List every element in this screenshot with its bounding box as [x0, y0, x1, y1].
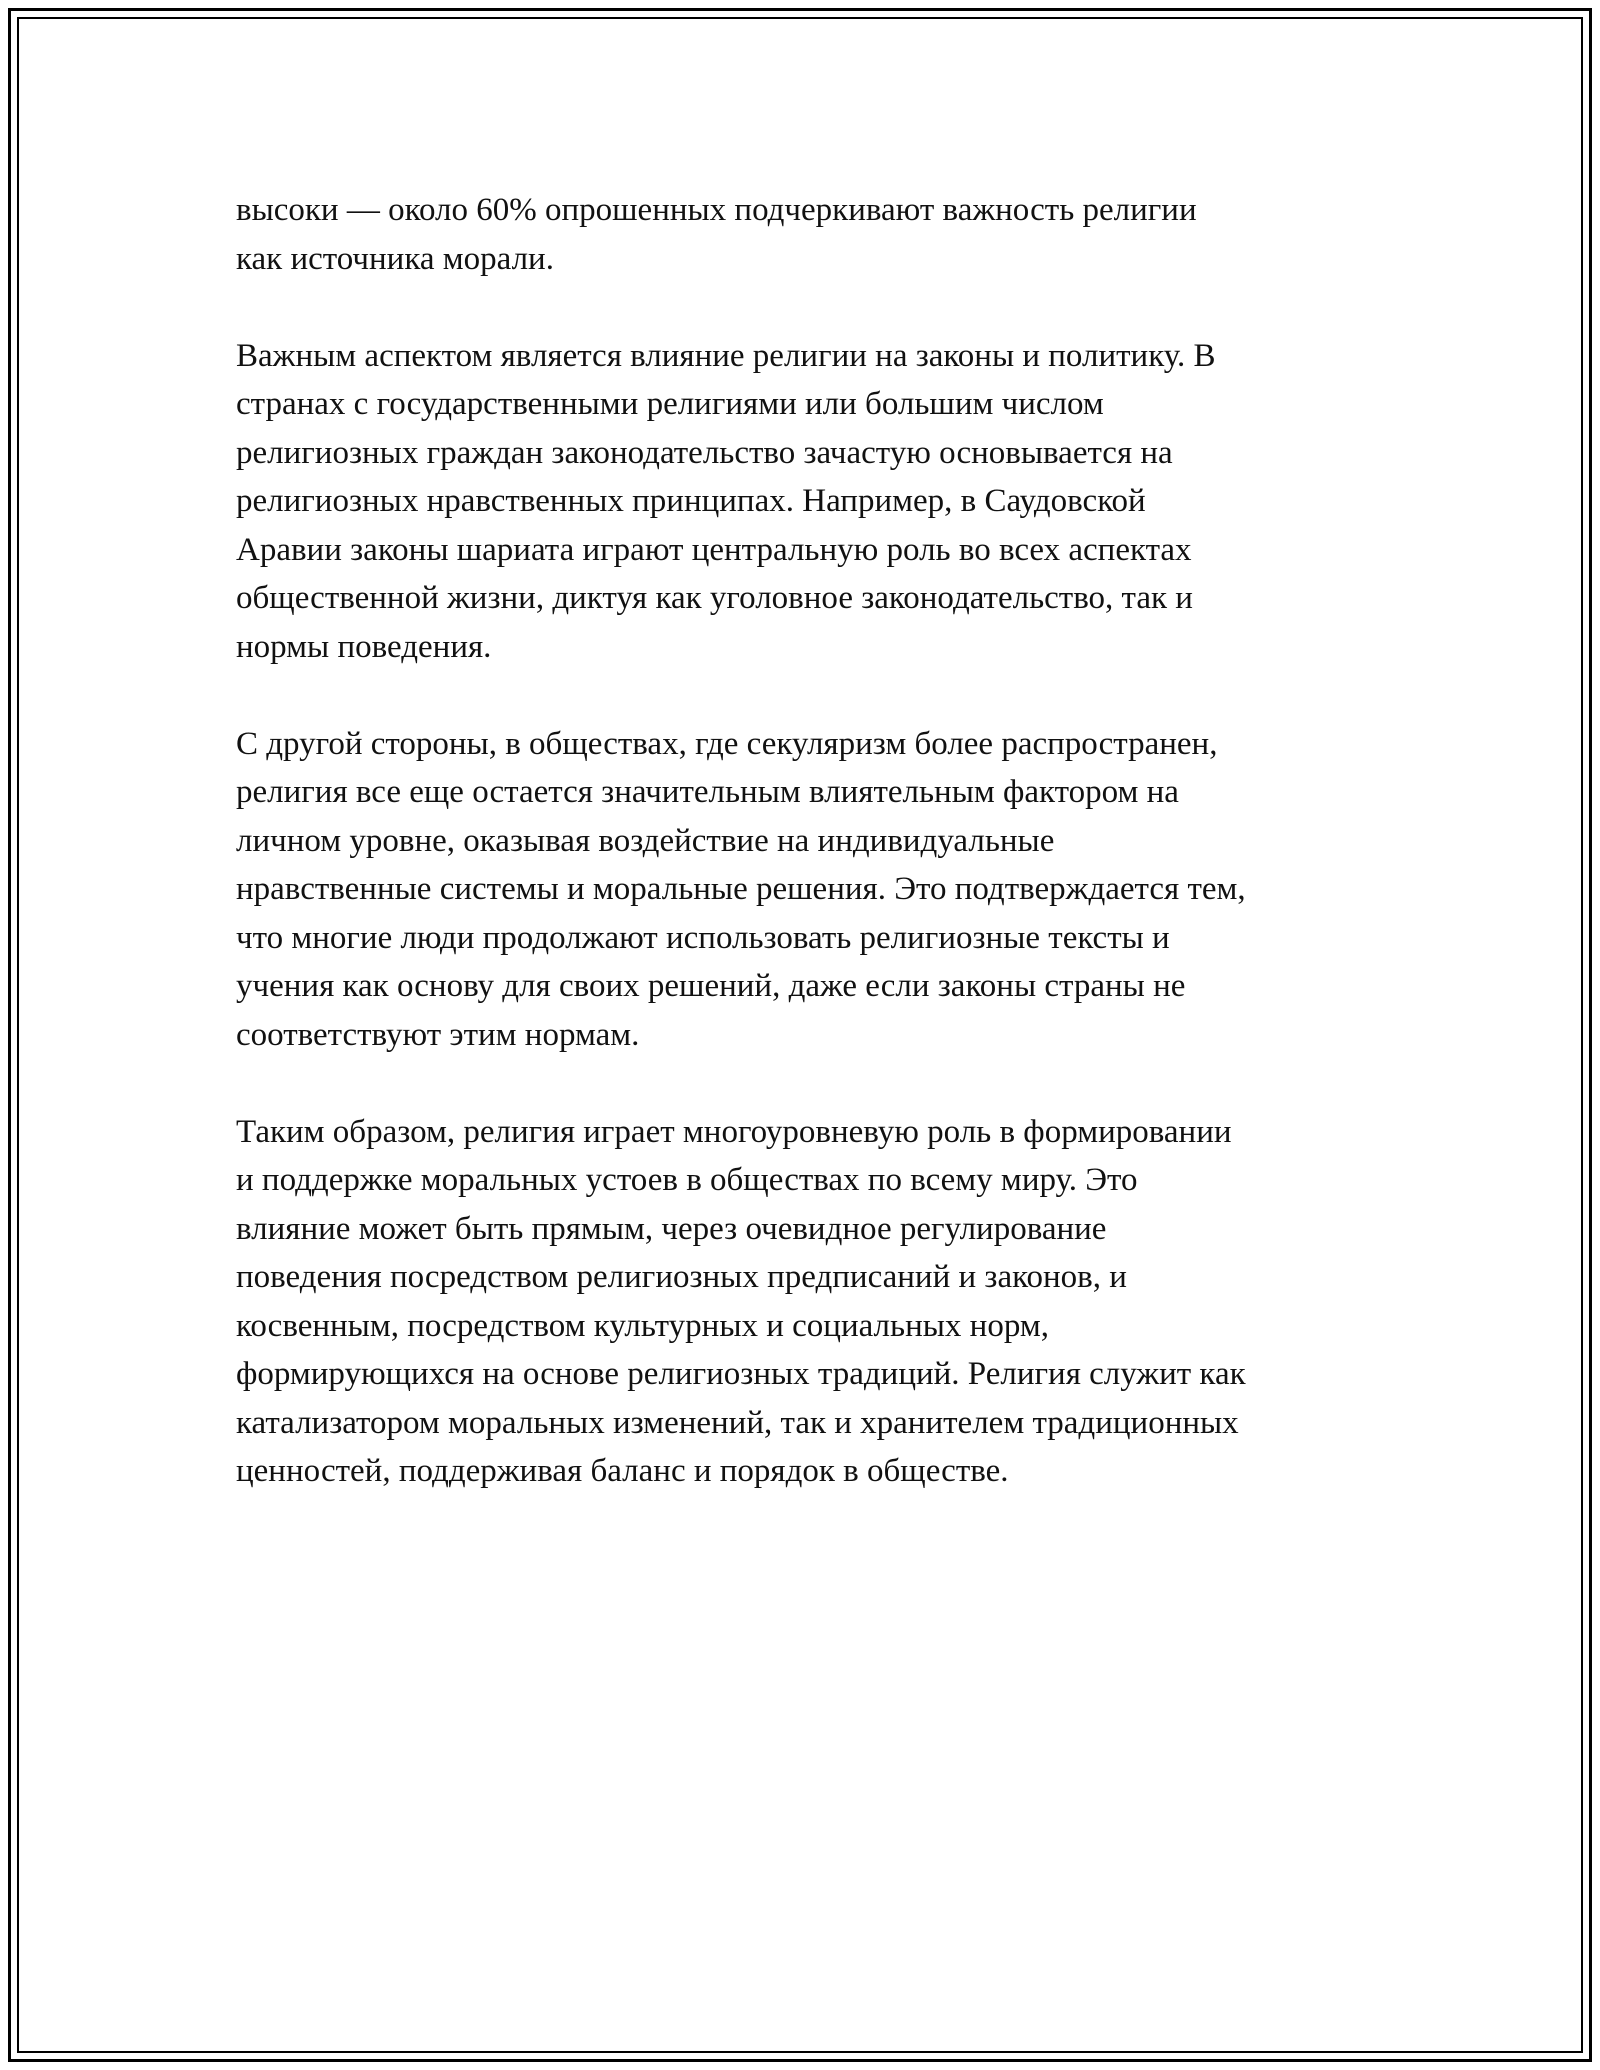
paragraph — [236, 186, 1371, 283]
text-line: как источника морали. — [236, 240, 554, 277]
paragraph — [236, 720, 1371, 1060]
text-line: поведения посредством религиозных предписаний и законов, и — [236, 1259, 1127, 1295]
text-line: странах с государственными религиями или большим числом — [236, 386, 1104, 422]
document-body — [236, 186, 1371, 1544]
paragraph — [236, 332, 1371, 672]
text-line: учения как основу для своих решений, даже если законы страны не — [236, 968, 1186, 1004]
text-line: Важным аспектом является влияние религии на законы и политику. В — [236, 337, 1216, 374]
text-line: косвенным, посредством культурных и социальных норм, — [236, 1307, 1049, 1344]
paragraph — [236, 1108, 1371, 1496]
text-line: влияние может быть прямым, через очевидное регулирование — [236, 1210, 1107, 1247]
text-line: катализатором моральных изменений, так и хранителем традиционных — [236, 1404, 1239, 1441]
text-line: нравственные системы и моральные решения. Это подтверждается тем, — [236, 871, 1246, 907]
text-line: высоки — около 60% опрошенных подчеркивают важность религии — [236, 192, 1197, 228]
text-line: формирующихся на основе религиозных традиций. Религия служит как — [236, 1356, 1246, 1392]
text-line: Таким образом, религия играет многоуровневую роль в формировании — [236, 1113, 1232, 1150]
text-line: религиозных нравственных принципах. Например, в Саудовской — [236, 483, 1146, 519]
text-line: и поддержке моральных устоев в обществах по всему миру. Это — [236, 1162, 1138, 1198]
text-line: нормы поведения. — [236, 628, 492, 665]
text-line: С другой стороны, в обществах, где секуляризм более распространен, — [236, 725, 1218, 762]
text-line: религия все еще остается значительным влиятельным фактором на — [236, 774, 1179, 810]
text-line: ценностей, поддерживая баланс и порядок в обществе. — [236, 1453, 1009, 1489]
text-line: религиозных граждан законодательство зачастую основывается на — [236, 434, 1173, 471]
text-line: что многие люди продолжают использовать религиозные тексты и — [236, 919, 1170, 956]
text-line: общественной жизни, диктуя как уголовное законодательство, так и — [236, 580, 1193, 616]
text-line: соответствуют этим нормам. — [236, 1016, 640, 1053]
text-line: Аравии законы шариата играют центральную роль во всех аспектах — [236, 531, 1192, 568]
text-line: личном уровне, оказывая воздействие на индивидуальные — [236, 822, 1055, 859]
